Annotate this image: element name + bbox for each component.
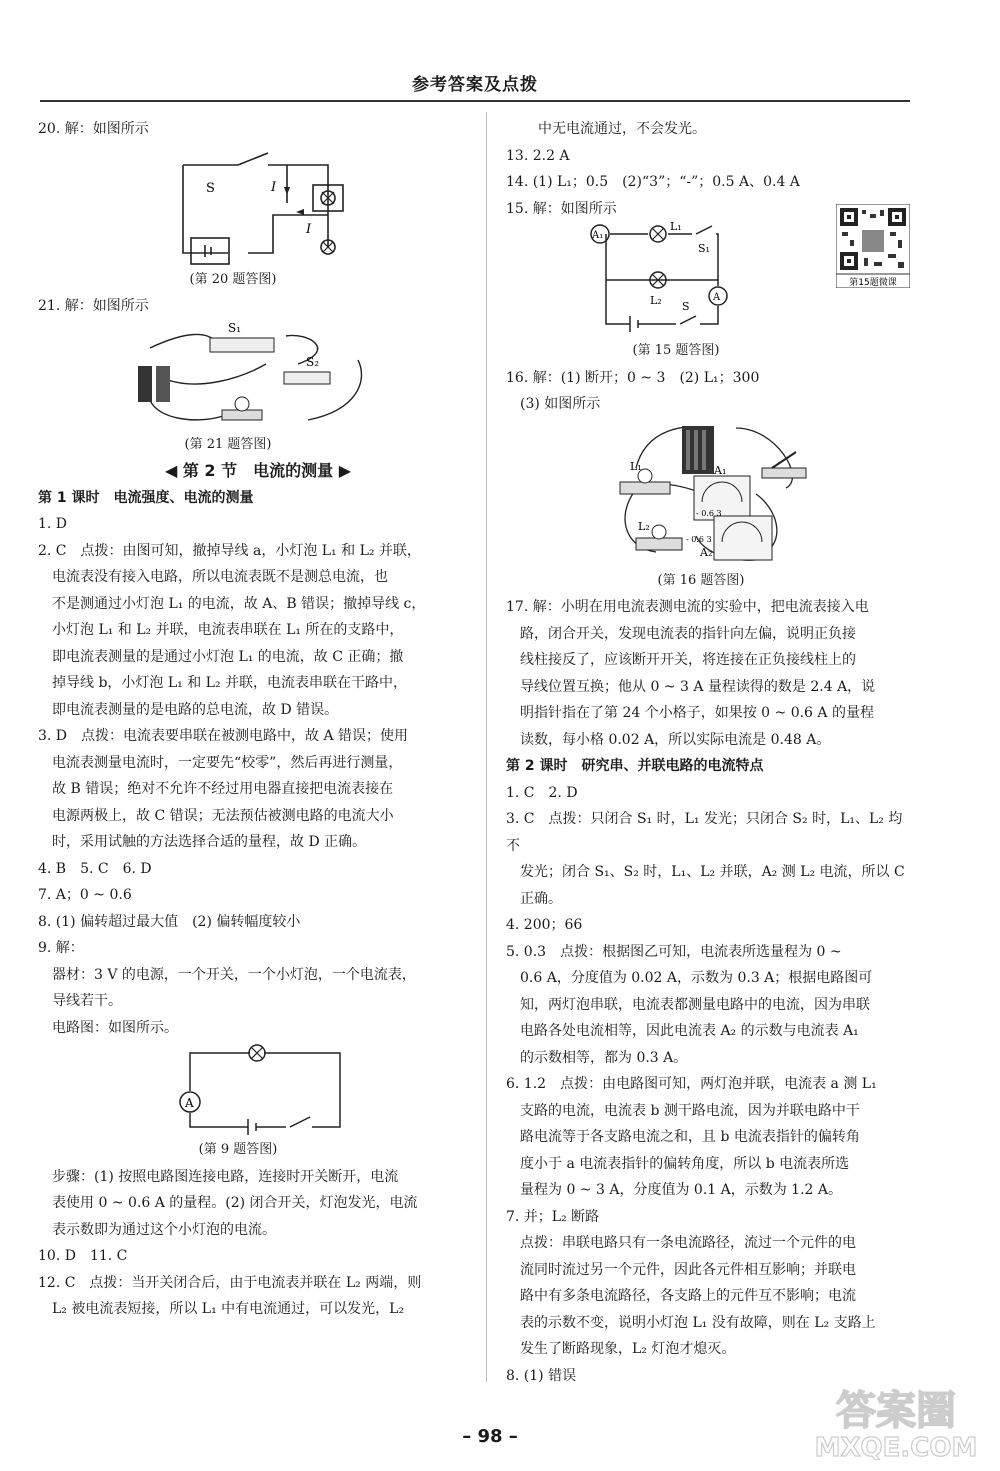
circuit-fig16	[506, 418, 916, 568]
lesson2-title: 第 2 课时 研究串、并联电路的电流特点	[506, 758, 764, 774]
q17-line-2: 线柱接反了，应该断开开关，将连接在正负接线柱上的	[520, 652, 856, 668]
left-line-10: 故 B 错误；绝对不允许不经过用电器直接把电流表接在	[52, 781, 394, 797]
watermark-line1: 答案圈	[836, 1388, 956, 1434]
left-line-3: 不是测通过小灯泡 L₁ 的电流，故 A、B 错误；撤掉导线 c，	[52, 595, 426, 612]
page-header-title: 参考答案及点拨	[412, 75, 538, 95]
fig15-s1: S₁	[698, 242, 710, 255]
right-line-16: 点拨：串联电路只有一条电流路径，流过一个元件的电	[520, 1235, 856, 1251]
header-rule	[40, 100, 910, 102]
column-divider	[486, 112, 487, 1382]
left-line-8: 3. D 点拨：电流表要串联在被测电路中，故 A 错误；使用	[38, 728, 409, 744]
watermark-line2: MXQE.COM	[814, 1433, 978, 1460]
fig20-label-i1: I	[271, 179, 277, 195]
circuit-fig20	[38, 143, 478, 267]
q16a-text: 16. 解：(1) 断开；0 ~ 3 (2) L₁；300	[506, 369, 760, 386]
right-line-15: 7. 并；L₂ 断路	[506, 1208, 600, 1225]
fig9-diagram	[38, 1041, 478, 1137]
q15-text: 15. 解：如图所示	[506, 200, 617, 217]
right-line-21: 8. (1) 错误	[506, 1367, 577, 1384]
fig15-ammeter-a: A	[713, 292, 721, 303]
right-cont: 中无电流通过，不会发光。	[538, 121, 706, 137]
left-line-14: 7. A；0 ~ 0.6	[38, 887, 132, 903]
fig16-a2: A₂	[700, 545, 713, 559]
left-line-7: 即电流表测量的是电路的总电流，故 D 错误。	[52, 701, 339, 718]
left-line-0: 1. D	[38, 516, 68, 532]
fig16-l2: L₂	[638, 519, 650, 533]
watermark-svg	[800, 1380, 990, 1460]
fig21-diagram	[38, 320, 478, 432]
left-line-2: 电流表没有接入电路，所以电流表既不是测总电流，也	[52, 569, 388, 585]
right-line-0: 1. C 2. D	[506, 784, 578, 801]
qr-code-icon	[836, 204, 910, 288]
section-title: ◀ 第 2 节 电流的测量 ▶	[164, 461, 352, 480]
fig16-range1: - 0.6 3	[696, 508, 722, 518]
right-line-10: 6. 1.2 点拨：由电路图可知，两灯泡并联，电流表 a 测 L₁	[506, 1076, 877, 1092]
fig20-label-s: S	[206, 180, 215, 196]
right-line-8: 电路各处电流相等，因此电流表 A₂ 的示数与电流表 A₁	[520, 1023, 859, 1039]
q21-text: 21. 解：如图所示	[38, 298, 149, 314]
left-line-12: 时，采用试触的方法选择合适的量程，故 D 正确。	[52, 834, 367, 850]
right-line-11: 支路的电流，电流表 b 测干路电流，因为并联电路中干	[520, 1102, 860, 1119]
q17-line-3: 导线位置互换；他从 0 ~ 3 A 量程读得的数是 2.4 A，说	[520, 678, 876, 695]
page-number: – 98 –	[462, 1426, 518, 1447]
circuit-fig21	[38, 320, 478, 432]
left-line2-4: 12. C 点拨：当开关闭合后，由于电流表并联在 L₂ 两端，则	[38, 1274, 422, 1291]
q16b-text: (3) 如图所示	[520, 396, 601, 412]
fig16-l1: L₁	[630, 459, 642, 473]
left-line-13: 4. B 5. C 6. D	[38, 860, 152, 877]
right-line-2: 发光；闭合 S₁、S₂ 时，L₁、L₂ 并联，A₂ 测 L₂ 电流，所以 C	[520, 864, 905, 880]
left-line-16: 9. 解：	[38, 940, 84, 956]
q14-text: 14. (1) L₁；0.5 (2)“3”；“-”；0.5 A、0.4 A	[506, 174, 800, 190]
fig15-l2: L₂	[650, 294, 662, 307]
left-column	[38, 116, 478, 1323]
fig16-caption: (第 16 题答图)	[657, 572, 745, 588]
fig9-ammeter-label: A	[185, 1096, 194, 1110]
left-line2-5: L₂ 被电流表短接，所以 L₁ 中有电流通过，可以发光，L₂	[52, 1301, 405, 1317]
right-line-20: 发生了断路现象，L₂ 灯泡才熄灭。	[520, 1341, 736, 1357]
qr-code[interactable]	[836, 204, 910, 288]
right-line-1: 3. C 点拨：只闭合 S₁ 时，L₁ 发光；只闭合 S₂ 时，L₁、L₂ 均不	[506, 811, 903, 854]
right-line-13: 度小于 a 电流表指针的偏转角度，所以 b 电流表所选	[520, 1155, 850, 1172]
left-line-19: 电路图：如图所示。	[52, 1019, 178, 1036]
q13-text: 13. 2.2 A	[506, 147, 570, 164]
fig21-label-s2: S₂	[306, 354, 320, 369]
right-line-7: 知，两灯泡串联，电流表都测量电路中的电流，因为串联	[520, 996, 870, 1013]
right-line-17: 流同时流过另一个元件，因此各元件相互影响；并联电	[520, 1261, 856, 1278]
q20-text: 20. 解：如图所示	[38, 121, 149, 137]
left-line-1: 2. C 点拨：由图可知，撤掉导线 a，小灯泡 L₁ 和 L₂ 并联，	[38, 542, 421, 559]
q17-line-4: 明指针指在了第 24 个小格子，如果按 0 ~ 0.6 A 的量程	[520, 705, 874, 721]
circuit-fig9	[38, 1041, 478, 1137]
fig15-ammeter-a1: A₁	[592, 230, 604, 241]
fig16-diagram	[506, 418, 916, 568]
fig16-range2: - 0.6 3	[686, 534, 712, 544]
fig20-diagram	[38, 143, 478, 267]
q17-line-0: 17. 解：小明在用电流表测电流的实验中，把电流表接入电	[506, 599, 869, 615]
right-column	[506, 116, 916, 1389]
left-line-4: 小灯泡 L₁ 和 L₂ 并联，电流表串联在 L₁ 所在的支路中，	[52, 622, 404, 638]
fig20-label-i2: I	[306, 221, 312, 237]
left-line-5: 即电流表测量的是通过小灯泡 L₁ 的电流，故 C 正确；撤	[52, 648, 404, 665]
left-line2-0: 步骤：(1) 按照电路图连接电路，连接时开关断开，电流	[52, 1168, 399, 1185]
left-line-11: 电源两极上，故 C 错误；无法预估被测电路的电流大小	[52, 807, 394, 824]
left-line-6: 掉导线 b，小灯泡 L₁ 和 L₂ 并联，电流表串联在干路中，	[52, 675, 408, 691]
left-line2-3: 10. D 11. C	[38, 1248, 128, 1264]
right-line-5: 5. 0.3 点拨：根据图乙可知，电流表所选量程为 0 ~	[506, 943, 842, 960]
right-line-18: 路中有多条电流路径，各支路上的元件互不影响；电流	[520, 1288, 856, 1304]
q17-line-5: 读数，每小格 0.02 A，所以实际电流是 0.48 A。	[520, 731, 831, 748]
qr-caption: 第15题微课	[849, 278, 897, 288]
right-line-19: 表的示数不变，说明小灯泡 L₁ 没有故障，则在 L₂ 支路上	[520, 1314, 876, 1331]
right-line-6: 0.6 A，分度值为 0.02 A，示数为 0.3 A；根据电路图可	[520, 970, 873, 986]
fig21-label-s1: S₁	[228, 320, 242, 335]
right-line-4: 4. 200；66	[506, 917, 583, 933]
fig21-caption: (第 21 题答图)	[184, 436, 272, 452]
left-line-9: 电流表测量电流时，一定要先“校零”，然后再进行测量，	[52, 754, 403, 771]
fig15-s: S	[682, 300, 690, 313]
right-line-14: 量程为 0 ~ 3 A，分度值为 0.1 A，示数为 1.2 A。	[520, 1182, 843, 1198]
q17-line-1: 路，闭合开关，发现电流表的指针向左偏，说明正负接	[520, 625, 856, 642]
right-line-12: 路电流等于各支路电流之和，且 b 电流表指针的偏转角	[520, 1129, 860, 1145]
right-line-9: 的示数相等，都为 0.3 A。	[520, 1049, 688, 1066]
fig9-caption: (第 9 题答图)	[198, 1142, 278, 1157]
left-line-18: 导线若干。	[52, 993, 122, 1009]
left-line2-2: 表示数即为通过这个小灯泡的电流。	[52, 1221, 276, 1238]
right-line-3: 正确。	[520, 890, 562, 907]
left-line-15: 8. (1) 偏转超过最大值 (2) 偏转幅度较小	[38, 913, 301, 930]
watermark-logo	[800, 1380, 990, 1460]
fig16-a1: A₁	[714, 463, 727, 477]
left-line-17: 器材：3 V 的电源，一个开关，一个小灯泡，一个电流表，	[52, 966, 416, 983]
fig20-caption: (第 20 题答图)	[189, 271, 277, 287]
lesson1-title: 第 1 课时 电流强度、电流的测量	[38, 489, 254, 506]
left-line2-1: 表使用 0 ~ 0.6 A 的量程。(2) 闭合开关，灯泡发光，电流	[52, 1195, 418, 1211]
fig15-l1: L₁	[670, 222, 682, 233]
fig15-caption: (第 15 题答图)	[632, 343, 720, 358]
